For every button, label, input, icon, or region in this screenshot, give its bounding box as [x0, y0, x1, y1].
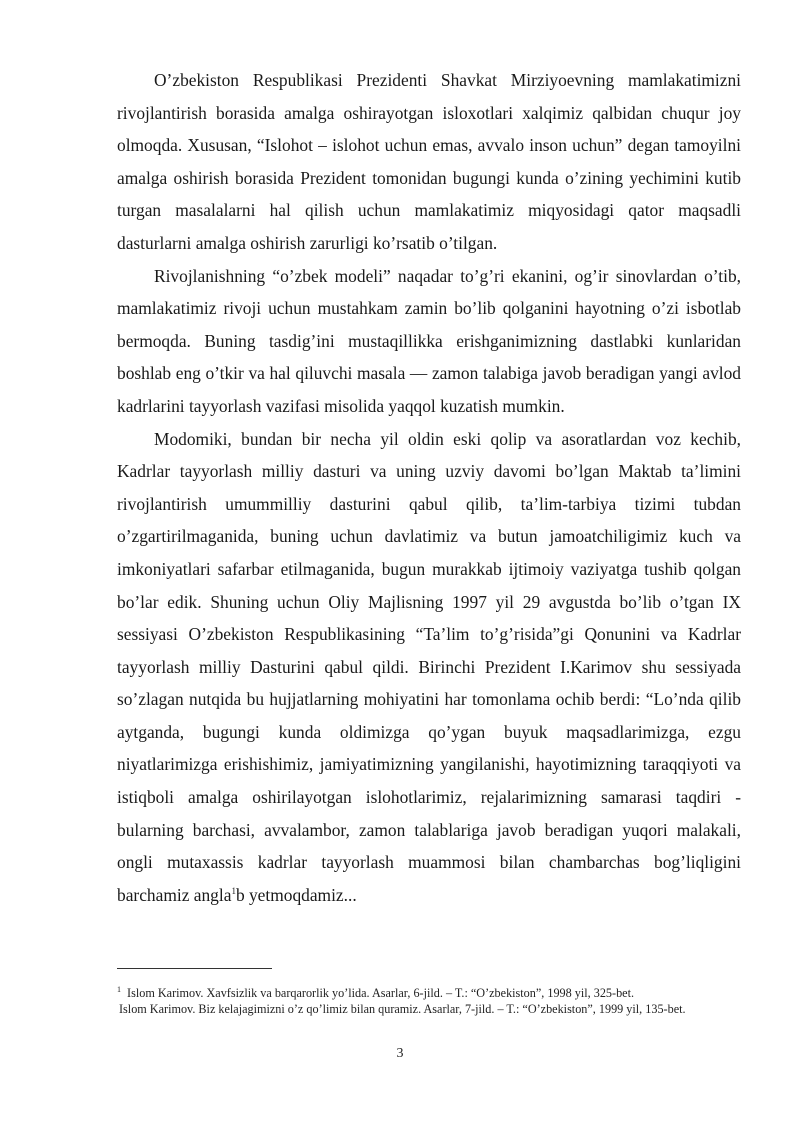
paragraph-3-tail: b yetmoqdamiz... [235, 884, 357, 905]
paragraph-1: O’zbekiston Respublikasi Prezidenti Shavkat Mirziyoevning mamlakatimizni rivojlantirish borasida amalga oshirayotgan isloxotlari xalqimiz qalbidan chuqur joy olmoqda. Xususan, “Islohot – islohot uchun emas, avvalo inson uchun” degan tamoyilni amalga oshirish borasida Prezident tomonidan bugungi kunda o’zining yechimini kutib turgan masalalarni hal qilish uchun mamlakatimiz miqyosidagi qator maqsadli dasturlarni amalga oshirish zarurligi ko’rsatib o’tilgan. [117, 70, 741, 253]
footnote-1-mark: 1 [117, 985, 121, 994]
paragraph-2: Rivojlanishning “o’zbek modeli” naqadar to’g’ri ekanini, og’ir sinovlardan o’tib, mamlakatimiz rivoji uchun mustahkam zamin bo’lib qolganini hayotning o’zi isbotlab bermoqda. Buning tasdig’ini mustaqillikka erishganimizning dastlabki kunlaridan boshlab eng o’tkir va hal qiluvchi masala — zamon talabiga javob beradigan yangi avlod kadrlarini tayyorlash vazifasi misolida yaqqol kuzatish mumkin. [117, 265, 741, 416]
paragraph-3-text: Modomiki, bundan bir necha yil oldin eski qolip va asoratlardan voz kechib, Kadrlar tayyorlash milliy dasturi va uning uzviy davomi bo’lgan Maktab ta’limini rivojlantirish umummilliy dasturini qabul qilib, ta’lim-tarbiya tizimi tubdan o’zgartirilmaganida, buning uchun davlatimiz va butun jamoatchiligimiz kuch va imkoniyatlari safarbar etilmaganida, bugun murakkab ijtimoiy vaziyatga tushib qolgan bo’lar edik. Shuning uchun Oliy Majlisning 1997 yil 29 avgustda bo’lib o’tgan IX sessiyasi O’zbekiston Respublikasining “Ta’lim to’g’risida”gi Qonunini va Kadrlar tayyorlash milliy Dasturini qabul qildi. Birinchi Prezident I.Karimov shu sessiyada so’zlagan nutqida bu hujjatlarning mohiyatini har tomonlama ochib berdi: “Lo’nda qilib aytganda, bugungi kunda oldimizga qo’ygan buyuk maqsadlarimizga, ezgu niyatlarimizga erishishimiz, jamiyatimizning yangilanishi, hayotimizning taraqqiyoti va istiqboli amalga oshirilayotgan islohotlarimiz, rejalarimizning samarasi taqdiri - bularning barchasi, avvalambor, zamon talablariga javob beradigan yuqori malakali, ongli mutaxassis kadrlar tayyorlash muammosi bilan chambarchas bog’liqligini barchamiz angla [117, 428, 741, 905]
paragraph-3 [117, 423, 741, 912]
document-body [117, 64, 741, 911]
footnote-reference-mark: 1 [231, 886, 236, 897]
page-number: 3 [396, 1046, 404, 1061]
footnotes [117, 982, 741, 1017]
footnote-2 [117, 1001, 741, 1017]
footnote-1-text: Islom Karimov. Xavfsizlik va barqarorlik yo’lida. Asarlar, 6-jild. – T.: “O’zbekiston”, 1998 yil, 325-bet. [127, 986, 635, 1001]
footnote-separator [117, 968, 272, 969]
footnote-2-text: Islom Karimov. Biz kelajagimizni o’z qo’limiz bilan quramiz. Asarlar, 7-jild. – T.: “O’zbekiston”, 1999 yil, 135-bet. [119, 1002, 686, 1017]
footnote-1 [117, 982, 741, 1001]
